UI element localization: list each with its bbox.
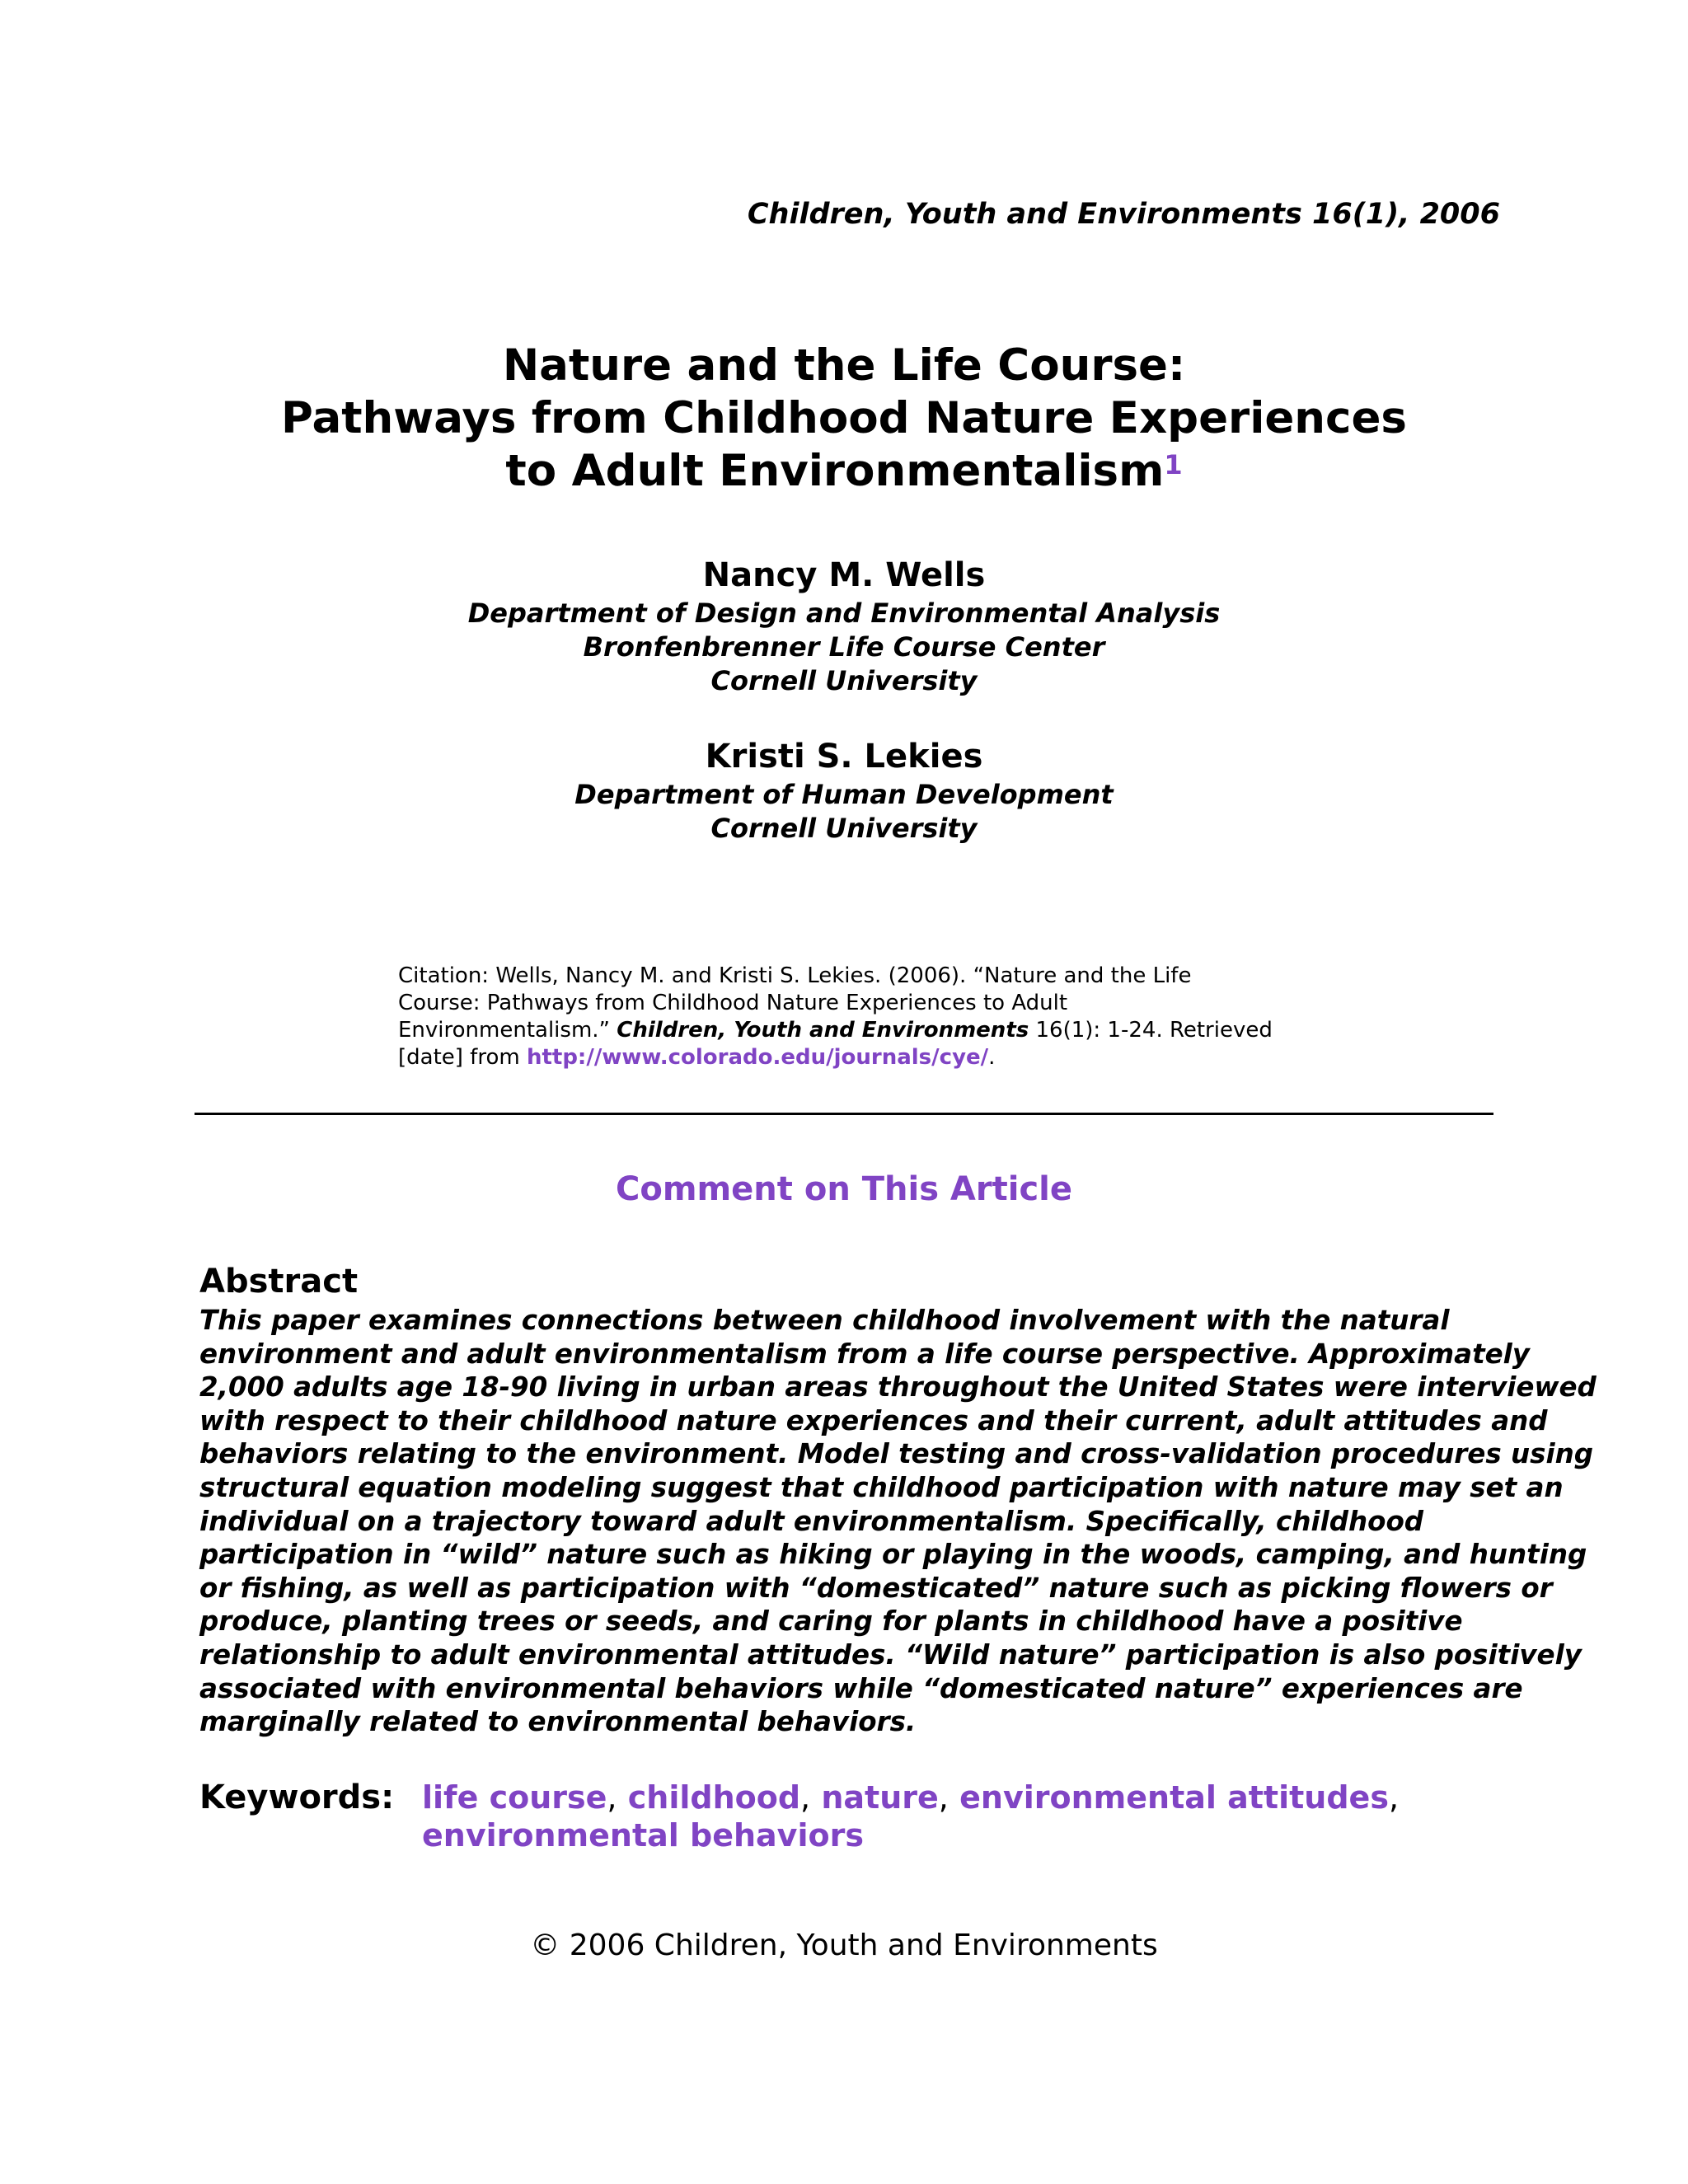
keyword-separator: , [800, 1779, 811, 1816]
abstract-line: participation in “wild” nature such as hiking or playing in the woods, camping, and hunting [199, 1539, 1587, 1571]
citation-line-3-prefix: Environmentalism.” [398, 1018, 617, 1043]
citation-line-2: Course: Pathways from Childhood Nature Experiences to Adult [398, 991, 1068, 1015]
copyright-notice: © 2006 Children, Youth and Environments [530, 1929, 1158, 1962]
abstract-line: relationship to adult environmental attitudes. “Wild nature” participation is also positively [199, 1638, 1582, 1671]
abstract-line: or fishing, as well as participation with “domesticated” nature such as picking flowers or [199, 1572, 1553, 1604]
keyword-link-environmental-behaviors[interactable]: environmental behaviors [422, 1817, 864, 1854]
author-affiliation: Bronfenbrenner Life Course Center [583, 631, 1105, 663]
abstract-line: behaviors relating to the environment. Model testing and cross-validation procedures using [199, 1438, 1594, 1470]
abstract-line: marginally related to environmental behaviors. [199, 1706, 917, 1738]
comment-on-article-link[interactable]: Comment on This Article [615, 1170, 1072, 1208]
author-affiliation: Cornell University [710, 813, 978, 844]
abstract-heading: Abstract [199, 1263, 359, 1301]
abstract-line: individual on a trajectory toward adult environmentalism. Specifically, childhood [199, 1505, 1424, 1537]
keywords-list [422, 1779, 1510, 1854]
author-block-2 [0, 735, 1688, 846]
citation-line-1: Citation: Wells, Nancy M. and Kristi S. Lekies. (2006). “Nature and the Life [398, 963, 1192, 988]
title-line-2: Pathways from Childhood Nature Experiences [281, 393, 1407, 443]
keyword-link-environmental-attitudes[interactable]: environmental attitudes [959, 1779, 1389, 1816]
journal-url-link[interactable]: http://www.colorado.edu/journals/cye/ [526, 1045, 989, 1070]
keyword-separator: , [938, 1779, 949, 1816]
citation-line-4-prefix: [date] from [398, 1045, 527, 1070]
abstract-line: 2,000 adults age 18-90 living in urban areas throughout the United States were interviewed [199, 1371, 1597, 1404]
title-line-3-text: to Adult Environmentalism [505, 446, 1165, 496]
author-affiliation: Department of Design and Environmental Analysis [467, 598, 1221, 629]
author-name: Kristi S. Lekies [705, 738, 983, 776]
keyword-link-nature[interactable]: nature [821, 1779, 939, 1816]
keywords-label: Keywords: [199, 1779, 395, 1816]
citation-journal: Children, Youth and Environments [617, 1018, 1029, 1043]
abstract-line: structural equation modeling suggest that childhood participation with nature may set an [199, 1471, 1564, 1503]
keyword-link-childhood[interactable]: childhood [627, 1779, 801, 1816]
citation-line-3-suffix: 16(1): 1-24. Retrieved [1029, 1018, 1273, 1043]
paper-title [0, 340, 1688, 498]
abstract-line: environment and adult environmentalism from a life course perspective. Approximately [199, 1338, 1530, 1370]
citation-block [398, 963, 1313, 1071]
author-name: Nancy M. Wells [702, 556, 986, 594]
abstract-line: with respect to their childhood nature experiences and their current, adult attitudes and [199, 1404, 1548, 1436]
author-affiliation: Cornell University [710, 665, 978, 696]
abstract-line: produce, planting trees or seeds, and caring for plants in childhood have a positive [199, 1605, 1463, 1638]
horizontal-divider [195, 1113, 1493, 1115]
keyword-separator: , [1388, 1779, 1400, 1816]
keyword-separator: , [607, 1779, 617, 1816]
citation-line-4-suffix: . [988, 1045, 996, 1070]
author-affiliation: Department of Human Development [574, 779, 1114, 810]
title-line-3 [0, 445, 1688, 498]
abstract-line: This paper examines connections between childhood involvement with the natural [199, 1305, 1450, 1336]
author-block-1 [0, 554, 1688, 698]
keyword-link-life-course[interactable]: life course [422, 1779, 607, 1816]
title-line-1: Nature and the Life Course: [502, 340, 1186, 391]
abstract-line: associated with environmental behaviors while “domesticated nature” experiences are [199, 1672, 1523, 1704]
abstract-body [199, 1304, 1597, 1739]
footnote-marker-link[interactable]: 1 [1164, 449, 1183, 480]
journal-header: Children, Youth and Environments 16(1), 2006 [747, 198, 1500, 231]
